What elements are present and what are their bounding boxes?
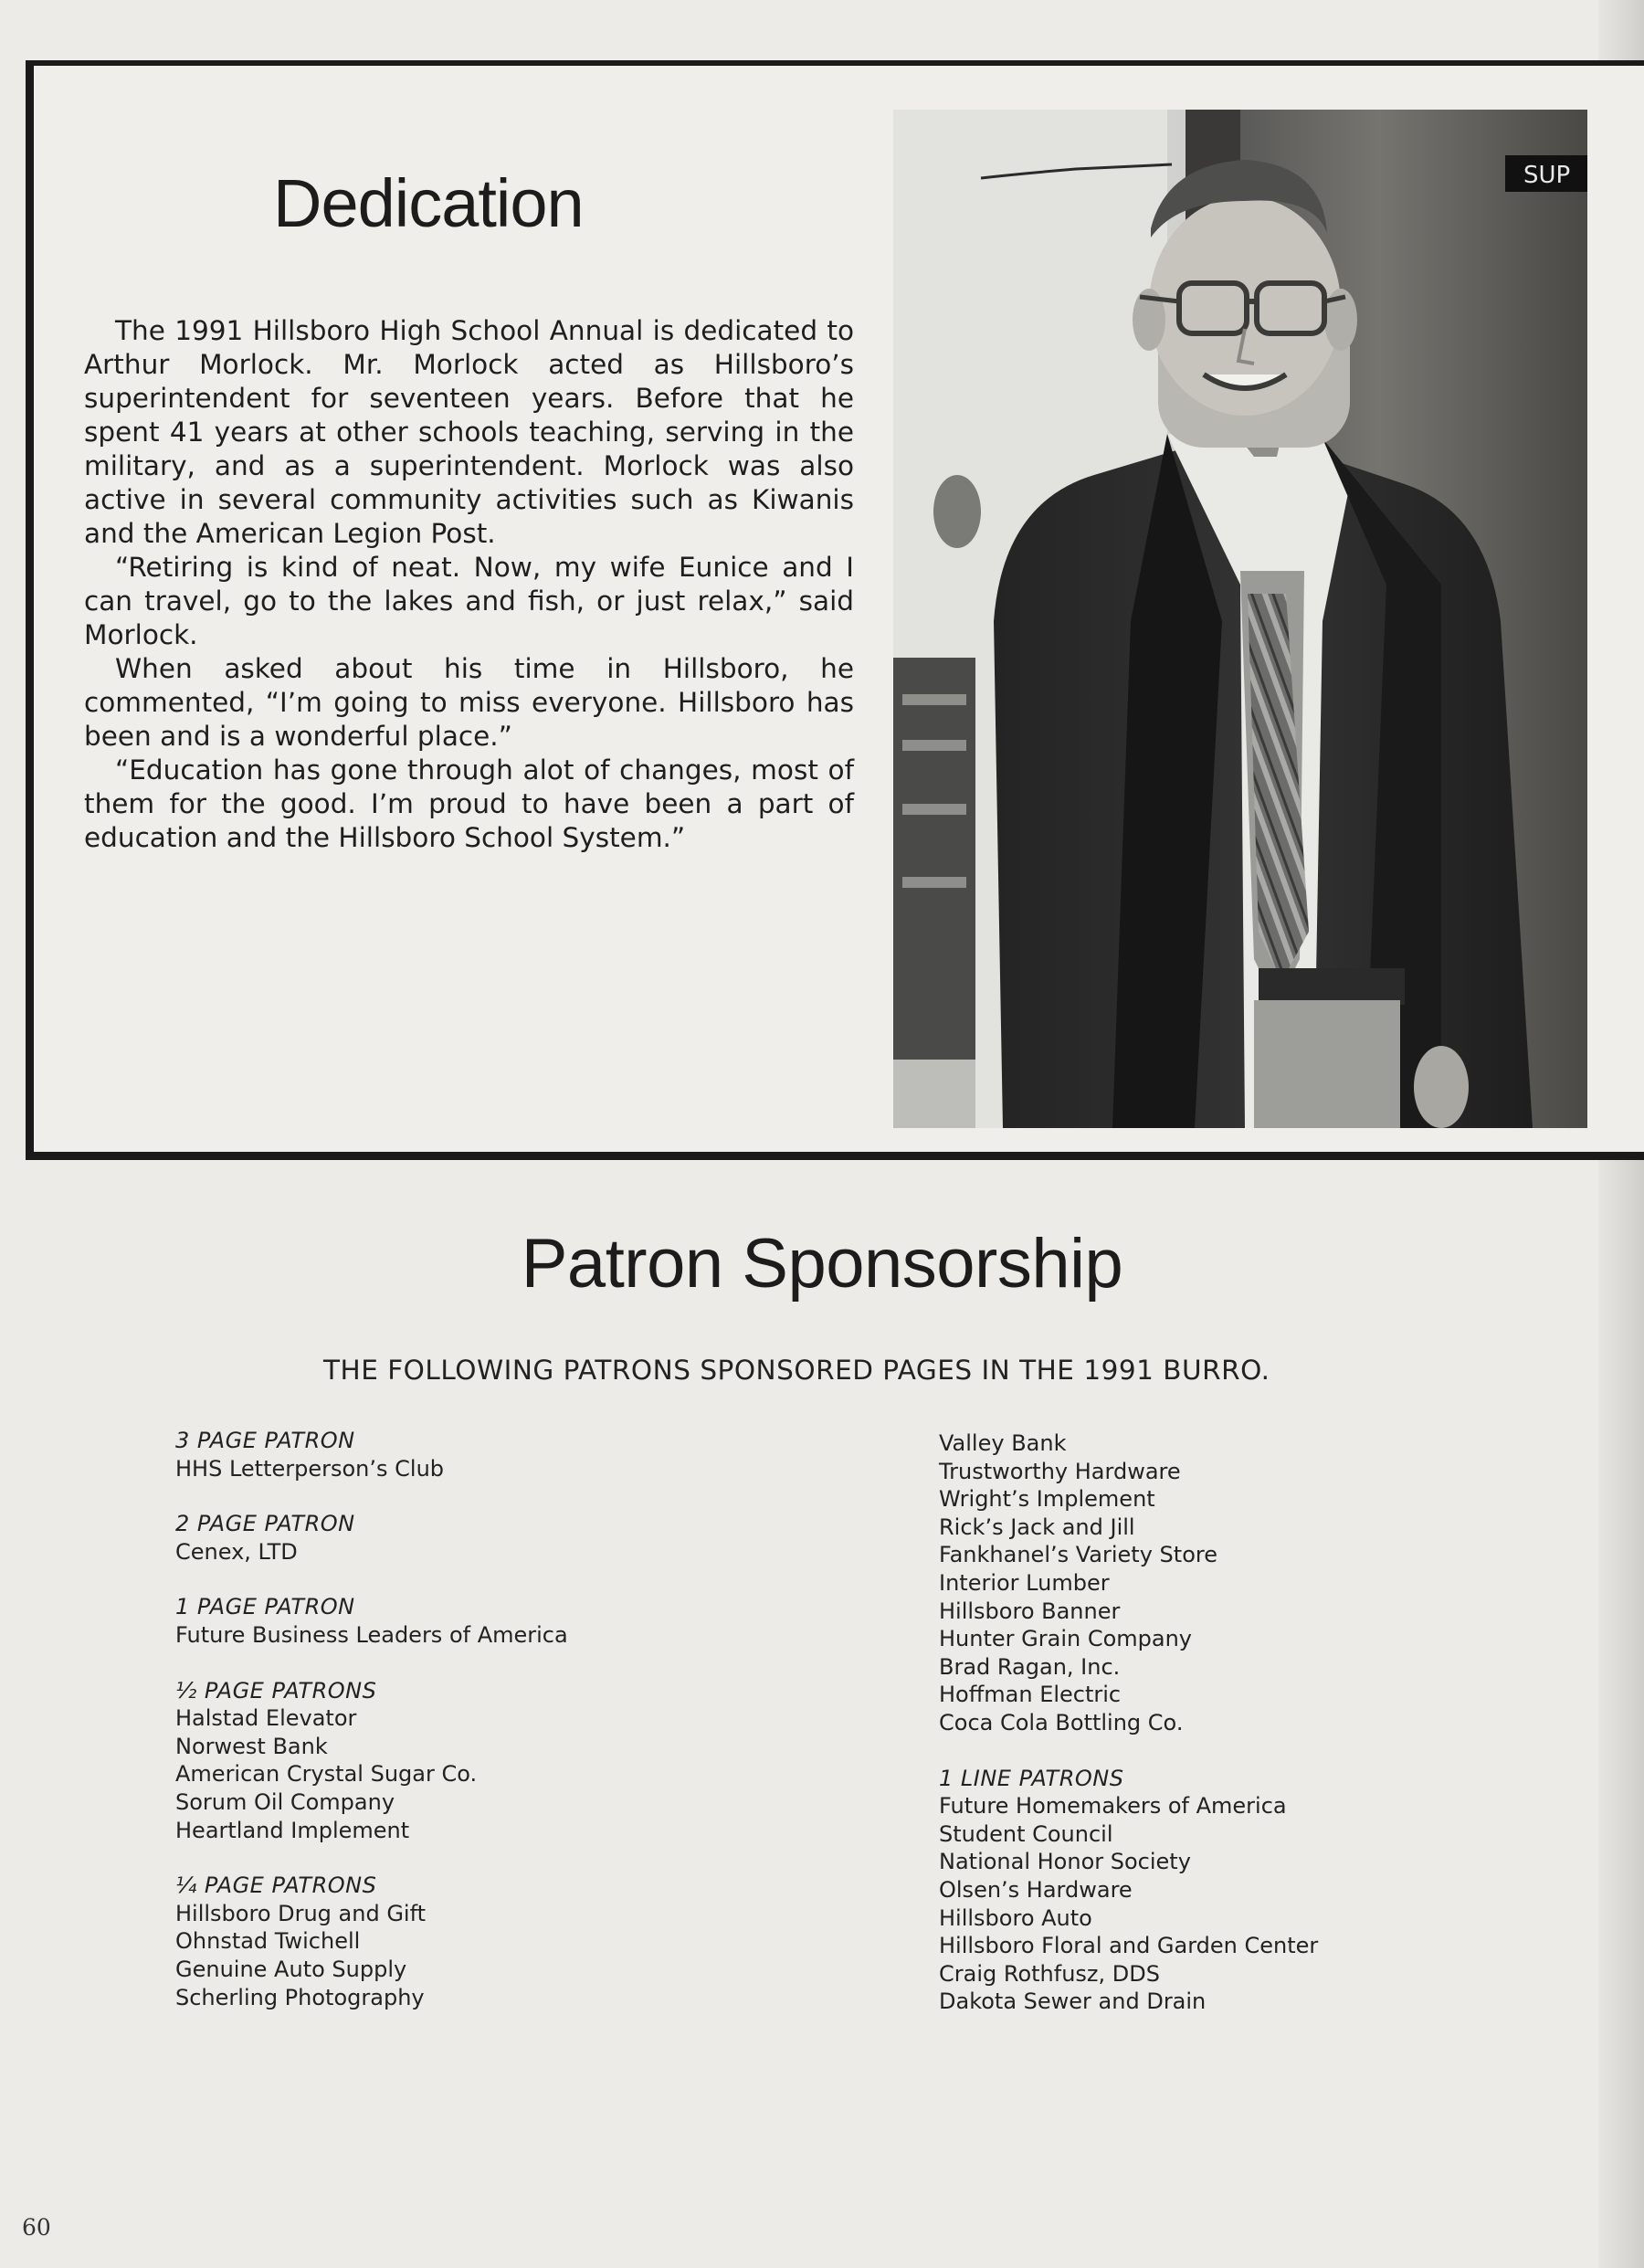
door-sign-text: SUP xyxy=(1523,162,1571,189)
patron-group xyxy=(175,1593,815,1649)
patron-entry: Trustworthy Hardware xyxy=(939,1458,1181,1484)
patron-group xyxy=(175,1427,815,1482)
patron-entry: Student Council xyxy=(939,1820,1113,1847)
patron-intro: THE FOLLOWING PATRONS SPONSORED PAGES IN THE 1991 BURRO. xyxy=(323,1355,1270,1386)
patron-entry: Fankhanel’s Variety Store xyxy=(939,1542,1217,1568)
patron-entry: Rick’s Jack and Jill xyxy=(939,1514,1135,1540)
patron-group-heading: 1 PAGE PATRON xyxy=(175,1594,355,1620)
dedication-text xyxy=(84,314,854,855)
patron-entry: Interior Lumber xyxy=(939,1569,1110,1596)
patron-entry: Sorum Oil Company xyxy=(175,1788,395,1815)
dedication-paragraph: When asked about his time in Hillsboro, he commented, “I’m going to miss everyone. Hillsboro has been and is a wonderful place.” xyxy=(84,653,854,752)
patron-entry: Dakota Sewer and Drain xyxy=(939,1988,1207,2015)
dedication-paragraph: “Education has gone through alot of changes, most of them for the good. I’m proud to have been a part of education and the Hillsboro School System.” xyxy=(84,754,854,853)
patron-entry: Genuine Auto Supply xyxy=(175,1956,407,1982)
patron-sponsorship-title: Patron Sponsorship xyxy=(521,1225,1123,1303)
patron-group xyxy=(175,1677,815,1845)
patron-entry: Coca Cola Bottling Co. xyxy=(939,1709,1184,1735)
patron-group xyxy=(939,1765,1578,2016)
patron-group-heading: 1 LINE PATRONS xyxy=(939,1765,1124,1791)
portrait-illustration xyxy=(893,110,1587,1128)
patron-group xyxy=(175,1510,815,1566)
patron-entry: Hunter Grain Company xyxy=(939,1626,1192,1652)
patron-group-heading: ¼ PAGE PATRONS xyxy=(175,1872,377,1899)
patron-entry: Wright’s Implement xyxy=(939,1486,1155,1513)
patron-entry: Brad Ragan, Inc. xyxy=(939,1653,1121,1680)
patron-entry: Hoffman Electric xyxy=(939,1682,1122,1708)
patron-group xyxy=(939,1429,1578,1737)
patron-group-heading: 3 PAGE PATRON xyxy=(175,1428,355,1453)
patron-entry: Olsen’s Hardware xyxy=(939,1876,1133,1903)
patron-entry: American Crystal Sugar Co. xyxy=(175,1761,478,1788)
patron-group-heading: 2 PAGE PATRON xyxy=(175,1511,355,1537)
patron-group-heading: ½ PAGE PATRONS xyxy=(175,1677,377,1704)
patron-entry: Craig Rothfusz, DDS xyxy=(939,1960,1160,1987)
patron-entry: Future Business Leaders of America xyxy=(175,1621,568,1648)
patron-group xyxy=(175,1872,815,2011)
portrait-photo xyxy=(893,110,1587,1128)
patron-entry: Hillsboro Banner xyxy=(939,1598,1121,1624)
patron-entry: Scherling Photography xyxy=(175,1984,425,2010)
patron-entry: Hillsboro Drug and Gift xyxy=(175,1900,427,1926)
patron-entry: Future Homemakers of America xyxy=(939,1793,1287,1820)
dedication-paragraph: The 1991 Hillsboro High School Annual is dedicated to Arthur Morlock. Mr. Morlock acted as Hillsboro’s superintendent for seventeen years. Before that he spent 41 years at other schools teaching, serving in the military, and as a superintendent. Morlock was also active in several community activities such as Kiwanis and the American Legion Post. xyxy=(84,315,854,549)
patron-entry: Halstad Elevator xyxy=(175,1705,357,1732)
patron-entry: HHS Letterperson’s Club xyxy=(175,1455,445,1482)
patron-entry: Ohnstad Twichell xyxy=(175,1928,361,1955)
patron-entry: Hillsboro Floral and Garden Center xyxy=(939,1933,1319,1959)
patron-entry: Hillsboro Auto xyxy=(939,1904,1092,1931)
patron-entry: Heartland Implement xyxy=(175,1817,410,1843)
patron-entry: Norwest Bank xyxy=(175,1733,328,1759)
patron-entry: Cenex, LTD xyxy=(175,1538,298,1565)
patron-entry: Valley Bank xyxy=(939,1430,1067,1456)
dedication-title: Dedication xyxy=(273,165,584,241)
patron-list-left xyxy=(175,1427,815,2039)
patron-list-right xyxy=(939,1429,1578,2043)
dedication-paragraph: “Retiring is kind of neat. Now, my wife Eunice and I can travel, go to the lakes and fish, or just relax,” said Morlock. xyxy=(84,552,854,650)
page-number: 60 xyxy=(22,2214,51,2241)
patron-entry: National Honor Society xyxy=(939,1849,1191,1875)
